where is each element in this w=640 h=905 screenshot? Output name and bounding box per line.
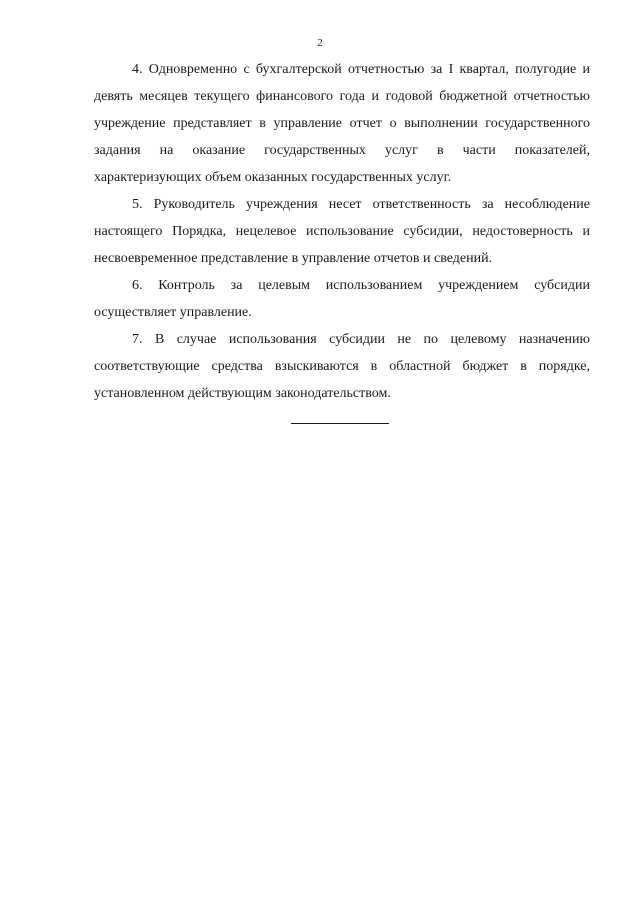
page-number: 2 (317, 37, 323, 49)
paragraph-4: 4. Одновременно с бухгалтерской отчетностью за I квартал, полугодие и девять месяцев текущего финансового года и годовой бюджетной отчетностью учреждение представляет в управление отчет о выполнении государственного задания на оказание государственных услуг в части показателей, характеризующих объем оказанных государственных услуг. (94, 62, 590, 185)
document-body (94, 56, 590, 407)
paragraph-6: 6. Контроль за целевым использованием учреждением субсидии осуществляет управление. (94, 278, 590, 320)
end-separator-line (291, 423, 389, 424)
paragraph-7: 7. В случае использования субсидии не по целевому назначению соответствующие средства взыскиваются в областной бюджет в порядке, установленном действующим законодательством. (94, 332, 590, 401)
paragraph-5: 5. Руководитель учреждения несет ответственность за несоблюдение настоящего Порядка, нецелевое использование субсидии, недостоверность и несвоевременное представление в управление отчетов и сведений. (94, 197, 590, 266)
